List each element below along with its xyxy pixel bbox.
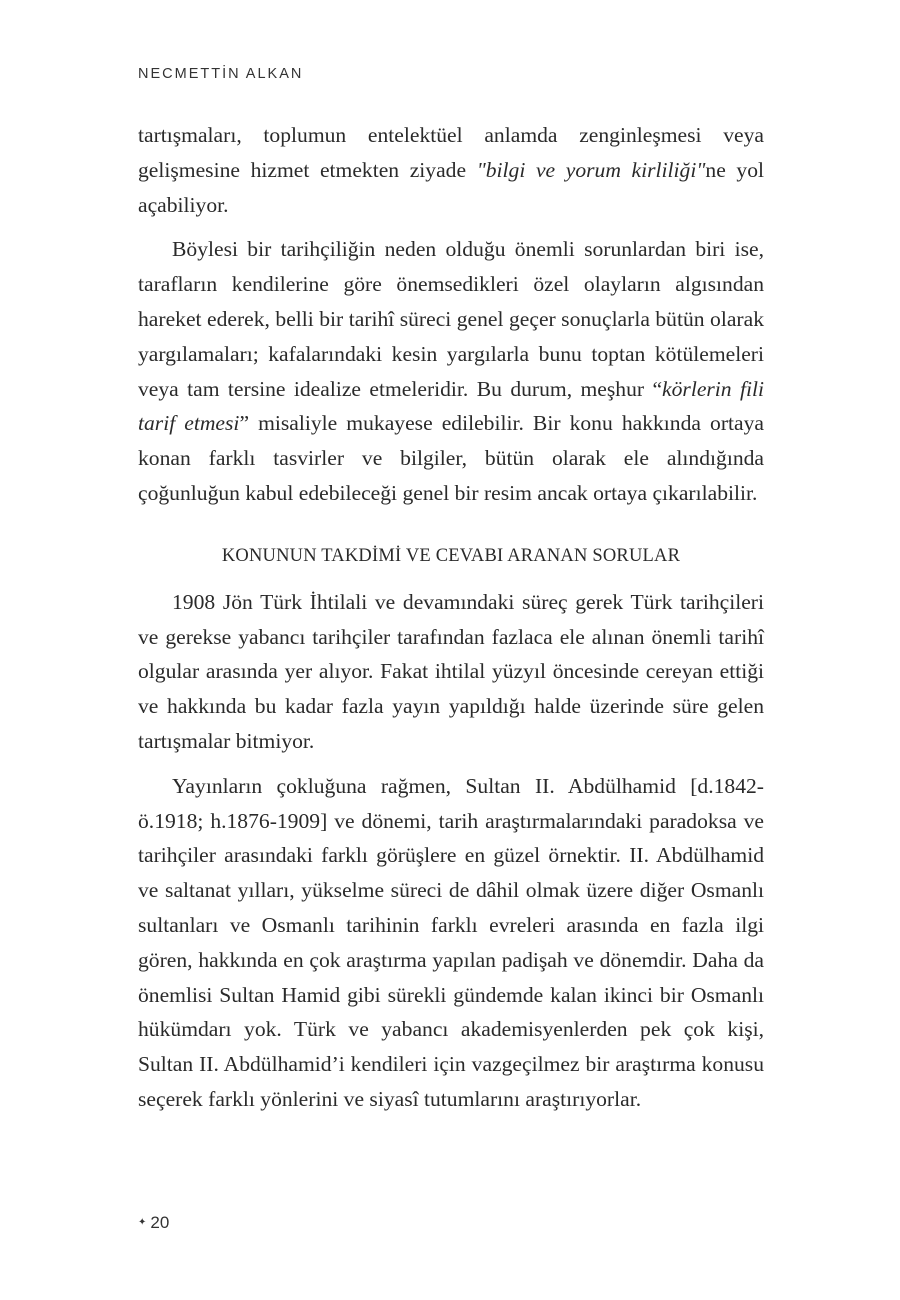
section-heading: KONUNUN TAKDİMİ VE CEVABI ARANAN SORULAR [221, 545, 681, 566]
paragraph-1 [138, 118, 764, 222]
paragraph-1-tail: ne yol açabiliyor. [138, 157, 764, 217]
paragraph-3: 1908 Jön Türk İhtilali ve devamındaki süreç gerek Türk tarihçileri ve gerekse yabancı tarihçiler tarafından fazlaca ele alınan önemli tarihî olgular arasında yer alıyor. Fakat ihtilal yüzyıl öncesinde cereyan ettiği ve hakkında bu kadar fazla yayın yapıldığı halde üzerinde süre gelen tartışmalar bitmiyor. [138, 589, 764, 753]
paragraph-2-tail: ” misaliyle mukayese edilebilir. Bir konu hakkında ortaya konan farklı tasvirler ve bilgiler, bütün olarak ele alındığında çoğunluğun kabul edebileceği genel bir resim ancak ortaya çıkarılabilir. [138, 411, 764, 505]
page-footer [138, 1213, 169, 1233]
paragraph-2-text: Böylesi bir tarihçiliğin neden olduğu önemli sorunlardan biri ise, tarafların kendilerine göre önemsedikleri özel olayların algısından hareket ederek, belli bir tarihî süreci genel geçer sonuçlarla bütün olarak yargılamaları; kafalarındaki kesin yargılarla bunu toptan kötülemeleri veya tam tersine idealize etmeleridir. Bu durum, meşhur “ [138, 237, 764, 401]
paragraph-2-quote: körlerin fili tarif etmesi [138, 376, 764, 436]
folio-ornament-icon: ✦ [138, 1217, 147, 1228]
paragraph-2 [138, 232, 764, 510]
page-body [138, 118, 764, 1117]
running-head-author: NECMETTİN ALKAN [138, 66, 304, 82]
paragraph-1-text: tartışmaları, toplumun entelektüel anlamda zenginleşmesi veya gelişmesine hizmet etmekten ziyade [138, 123, 764, 182]
paragraph-1-quote: "bilgi ve yorum kirliliği" [476, 157, 706, 182]
page-number: 20 [150, 1213, 170, 1232]
paragraph-4: Yayınların çokluğuna rağmen, Sultan II. Abdülhamid [d.1842-ö.1918; h.1876-1909] ve dönemi, tarih araştırmalarındaki paradoksa ve tarihçiler arasındaki farklı görüşlere en güzel örnektir. II. Abdülhamid ve saltanat yılları, yükselme süreci de dâhil olmak üzere diğer Osmanlı sultanları ve Osmanlı tarihinin farklı evreleri arasında en fazla ilgi gören, hakkında en çok araştırma yapılan padişah ve dönemdir. Daha da önemlisi Sultan Hamid gibi sürekli gündemde kalan ikinci bir Osmanlı hükümdarı yok. Türk ve yabancı akademisyenlerden pek çok kişi, Sultan II. Abdülhamid’i kendileri için vazgeçilmez bir araştırma konusu seçerek farklı yönlerini ve siyasî tutumlarını araştırıyorlar. [138, 773, 764, 1111]
